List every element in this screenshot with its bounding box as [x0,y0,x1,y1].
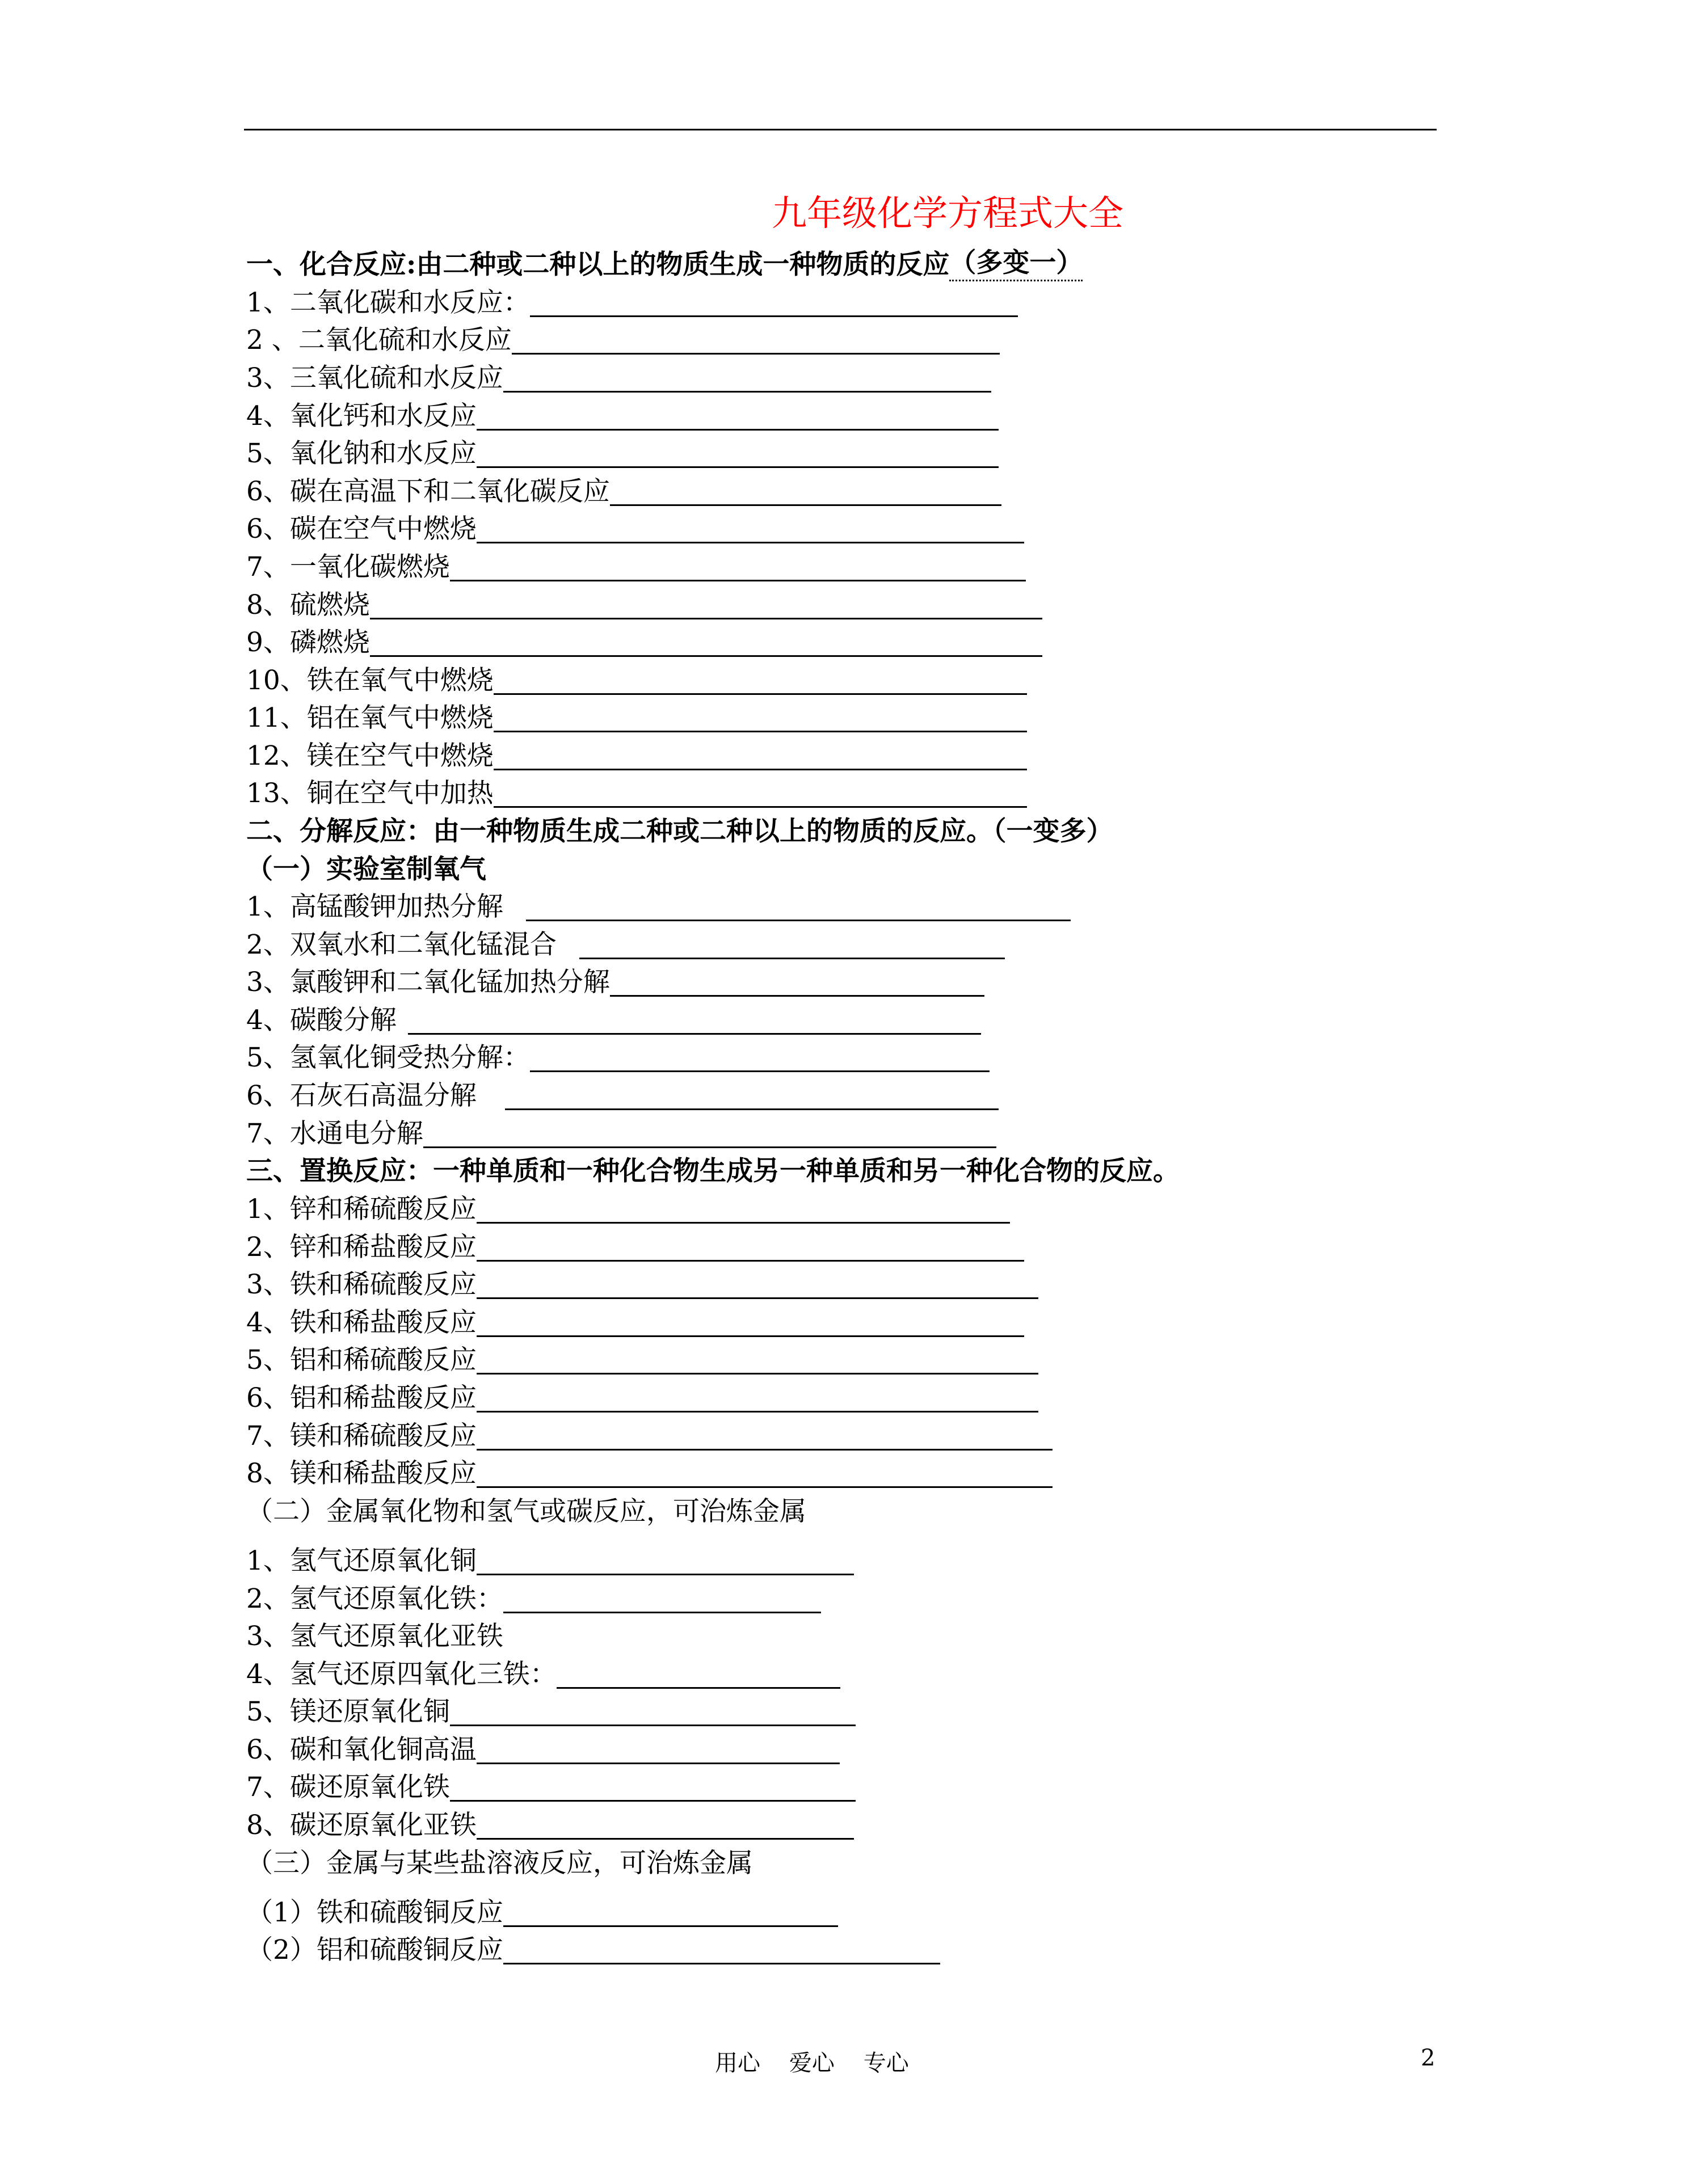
exercise-item [246,1804,854,1842]
answer-blank[interactable] [477,1449,1053,1451]
exercise-label: 1、二氧化碳和水反应： [246,287,530,318]
answer-blank[interactable] [494,693,1027,695]
section-heading [246,244,1083,281]
exercise-label: （2）铝和硫酸铜反应 [246,1934,503,1966]
exercise-item [246,1075,999,1112]
exercise-item [246,1729,840,1766]
exercise-item [246,1616,503,1653]
answer-blank[interactable] [477,466,999,468]
exercise-item [246,357,991,395]
section-heading-text: 三、置换反应：一种单质和一种化合物生成另一种单质和另一种化合物的反应。 [246,1156,1180,1187]
exercise-label: （三）金属与某些盐溶液反应，可治炼金属 [246,1848,753,1879]
exercise-label: 1、氢气还原氧化铜 [246,1545,477,1576]
answer-blank[interactable] [477,1763,840,1764]
exercise-label: 2、双氧水和二氧化锰混合 [246,929,557,960]
answer-blank[interactable] [477,1838,854,1840]
exercise-item [246,319,1000,357]
exercise-label: 2 、二氧化硫和水反应 [246,324,512,356]
answer-blank[interactable] [526,920,1071,921]
section-heading [246,849,486,886]
exercise-label: 5、镁还原氧化铜 [246,1696,450,1727]
exercise-item [246,962,984,999]
section-heading-text: 一、化合反应:由二种或二种以上的物质生成一种物质的反应 [246,249,950,280]
exercise-label: 4、铁和稀盐酸反应 [246,1307,477,1338]
exercise-label: 3、氢气还原氧化亚铁 [246,1621,503,1652]
exercise-item [246,433,999,470]
exercise-item [246,1037,990,1074]
exercise-item [246,584,1042,622]
answer-blank[interactable] [505,1108,999,1110]
exercise-label: 6、铝和稀盐酸反应 [246,1382,477,1414]
exercise-label: 9、磷燃烧 [246,627,370,658]
exercise-label: （1）铁和硫酸铜反应 [246,1897,503,1928]
exercise-item [246,773,1027,810]
answer-blank[interactable] [477,1335,1024,1337]
exercise-label: 12、镁在空气中燃烧 [246,740,494,771]
answer-blank[interactable] [477,1222,1010,1224]
answer-blank[interactable] [610,504,1001,506]
exercise-label: 2、锌和稀盐酸反应 [246,1232,477,1263]
answer-blank[interactable] [503,1925,838,1927]
exercise-item [246,1691,856,1728]
exercise-label: 5、氧化钠和水反应 [246,438,477,469]
answer-blank[interactable] [503,391,991,393]
exercise-item [246,1540,854,1578]
answer-blank[interactable] [370,618,1042,619]
exercise-label: 3、三氧化硫和水反应 [246,362,503,394]
exercise-label: 6、石灰石高温分解 [246,1080,477,1111]
answer-blank[interactable] [477,1574,854,1575]
answer-blank[interactable] [503,1963,940,1964]
exercise-item [246,1929,940,1967]
exercise-label: 1、锌和稀硫酸反应 [246,1194,477,1225]
exercise-label: 8、镁和稀盐酸反应 [246,1458,477,1489]
answer-blank[interactable] [610,995,984,997]
answer-blank[interactable] [450,1725,856,1726]
exercise-label: 8、硫燃烧 [246,589,370,621]
section-heading-note: （多变一） [949,250,1083,281]
section-heading [246,811,1113,848]
exercise-label: 3、氯酸钾和二氧化锰加热分解 [246,967,610,998]
answer-blank[interactable] [494,769,1027,770]
exercise-item [246,660,1027,697]
exercise-item [246,1000,981,1037]
exercise-item [246,1578,821,1616]
exercise-item [246,886,1071,924]
answer-blank[interactable] [530,315,1018,317]
exercise-label: （二）金属氧化物和氢气或碳反应，可治炼金属 [246,1496,806,1527]
exercise-item [246,1491,806,1528]
exercise-label: 8、碳还原氧化亚铁 [246,1810,477,1841]
page-number: 2 [1421,2045,1436,2071]
answer-blank[interactable] [512,353,1000,355]
answer-blank[interactable] [477,1411,1038,1413]
exercise-label: 6、碳在空气中燃烧 [246,513,477,545]
exercise-item [246,1302,1024,1339]
exercise-label: 7、碳还原氧化铁 [246,1772,450,1803]
exercise-item [246,471,1001,508]
answer-blank[interactable] [477,1297,1038,1299]
answer-blank[interactable] [450,580,1026,581]
exercise-label: 7、镁和稀硫酸反应 [246,1420,477,1452]
exercise-item [246,395,999,433]
exercise-label: 2、氢气还原氧化铁： [246,1583,503,1614]
answer-blank[interactable] [477,429,999,431]
footer-slogan: 用心 爱心 专心 [715,2050,909,2076]
exercise-item [246,1654,840,1691]
exercise-item [246,1843,753,1880]
answer-blank[interactable] [503,1612,821,1613]
answer-blank[interactable] [494,731,1027,732]
exercise-label: 10、铁在氧气中燃烧 [246,665,494,696]
exercise-label: 13、铜在空气中加热 [246,778,494,809]
answer-blank[interactable] [477,1486,1053,1488]
exercise-item [246,1892,838,1929]
exercise-label: 5、氢氧化铜受热分解： [246,1042,530,1073]
section-heading-text: 二、分解反应：由一种物质生成二种或二种以上的物质的反应。（一变多） [246,816,1113,847]
answer-blank[interactable] [579,958,1005,959]
exercise-label: 6、碳在高温下和二氧化碳反应 [246,476,610,507]
exercise-item [246,924,1005,962]
exercise-item [246,735,1027,773]
exercise-item [246,1264,1038,1301]
exercise-item [246,282,1018,319]
answer-blank[interactable] [530,1070,990,1072]
exercise-item [246,697,1027,735]
answer-blank[interactable] [494,806,1027,808]
exercise-item [246,1377,1038,1415]
exercise-item [246,546,1026,584]
exercise-item [246,1415,1053,1453]
exercise-label: 7、一氧化碳燃烧 [246,551,450,583]
exercise-item [246,1339,1038,1377]
exercise-label: 4、氧化钙和水反应 [246,400,477,432]
answer-blank[interactable] [477,1373,1038,1375]
answer-blank[interactable] [423,1146,996,1148]
exercise-label: 6、碳和氧化铜高温 [246,1734,477,1765]
exercise-item [246,508,1024,546]
answer-blank[interactable] [450,1800,856,1802]
exercise-label: 1、高锰酸钾加热分解 [246,891,503,922]
answer-blank[interactable] [477,542,1024,543]
exercise-item [246,622,1042,659]
exercise-label: 3、铁和稀硫酸反应 [246,1269,477,1300]
exercise-item [246,1226,1024,1264]
answer-blank[interactable] [370,655,1042,657]
page-title: 九年级化学方程式大全 [772,192,1124,234]
exercise-item [246,1453,1053,1490]
answer-blank[interactable] [408,1033,981,1035]
exercise-label: 4、氢气还原四氧化三铁： [246,1659,557,1690]
exercise-item [246,1188,1010,1226]
exercise-item [246,1766,856,1804]
header-rule [244,129,1437,130]
section-heading [246,1150,1180,1188]
exercise-item [246,1113,996,1150]
exercise-label: 5、铝和稀硫酸反应 [246,1344,477,1376]
answer-blank[interactable] [477,1260,1024,1262]
exercise-label: 4、碳酸分解 [246,1005,397,1036]
exercise-label: 7、水通电分解 [246,1118,423,1149]
section-heading-text: （一）实验室制氧气 [246,854,486,885]
exercise-label: 11、铝在氧气中燃烧 [246,702,494,733]
answer-blank[interactable] [557,1687,840,1689]
